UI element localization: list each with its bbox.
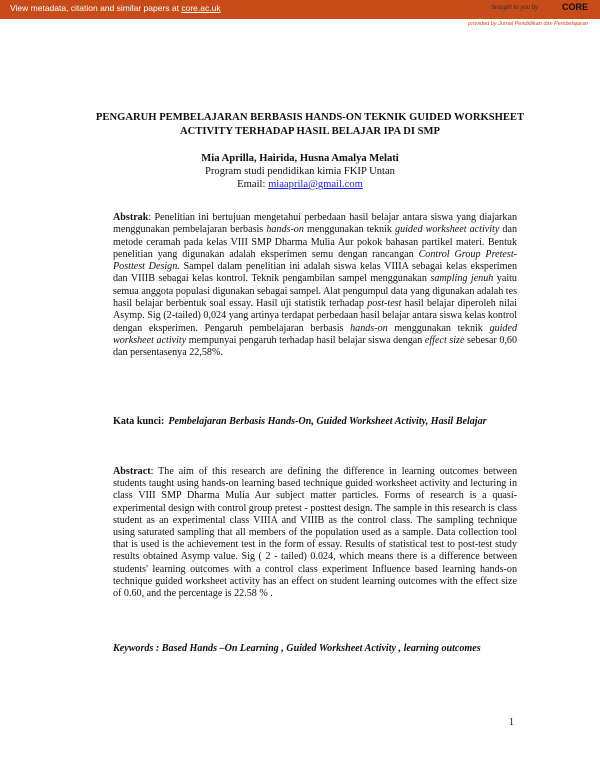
core-logo-icon [552,2,562,11]
core-logo[interactable] [552,2,588,12]
abstrak-text: mempunyai pengaruh terhadap hasil belajar siswa dengan [186,334,425,346]
author-email [0,178,600,191]
abstrak-text: sebesar 0,60 dan persentasenya 22,58%. [113,334,517,359]
abstrak-label: Abstrak [113,212,149,223]
core-site-link[interactable]: core.ac.uk [181,3,221,13]
abstrak-text: yaitu semua anggota populasi digunakan sebagai sampel. Alat pengumpul data yang digunakan adalah tes hasil belajar berbentuk soal essay. Hasil uji statistik terhadap [113,273,517,310]
kata-kunci-label: Kata kunci: [113,416,165,427]
abstrak-text: : Penelitian ini bertujuan mengetahui perbedaan hasil belajar antara siswa yang diajarkan menggunakan pembelajaran berbasis [113,212,517,236]
view-metadata-link[interactable] [10,3,221,13]
kata-kunci-value: Pembelajaran Berbasis Hands-On, Guided Worksheet Activity, Hasil Belajar [168,416,487,427]
provided-by-text: provided by Jurnal Pendidikan dan Pembelajaran [468,21,588,27]
author-block [0,152,600,191]
banner-link-text: View metadata, citation and similar papers at [10,3,182,13]
abstrak-text: menggunakan teknik [303,224,396,236]
abstrak-text: dan metode ceramah pada kelas VIII SMP Dharma Mulia Aur pokok bahasan partikel materi. Bentuk penelitian yang digunakan adalah eksperimen semu dengan rancangan [113,224,517,260]
paper-title: PENGARUH PEMBELAJARAN BERBASIS HANDS-ON TEKNIK GUIDED WORKSHEET ACTIVITY TERHADAP HASIL BELAJAR IPA DI SMP [95,112,525,137]
page-number: 1 [509,717,514,728]
abstrak-text: hasil belajar diperoleh nilai Asymp. Sig (2-tailed) 0,024 yang artinya terdapat perbedaan hasil belajar antara siswa kelas kontrol dengan eksperimen. Pengaruh pembelajaran berbasis [113,298,517,334]
keywords [113,643,517,655]
abstrak-italic: hands-on [350,322,388,334]
kata-kunci [113,416,517,428]
abstrak-italic: hands-on [266,224,304,236]
abstract-paragraph [113,466,517,600]
abstrak-paragraph [113,212,517,360]
abstrak-italic: post-test [367,298,402,310]
core-logo-text: CORE [561,2,588,12]
keywords-label: Keywords [113,643,154,654]
email-link[interactable]: miaaprila@gmail.com [268,179,363,190]
abstrak-italic: Control Group Pretest-Posttest Design. [113,248,517,273]
author-affiliation: Program studi pendidikan kimia FKIP Untan [205,166,395,177]
abstrak-italic: guided worksheet activity [395,224,500,236]
abstract-text: : The aim of this research are defining the difference in learning outcomes between students taught using hands-on learning based technique guided worksheet activity and lecturing in class VIII SMP Dharma Mulia Aur subject matter particles. Forms of research is a quasi-experimental design with control group pretest - posttest design. The sample in this research is class student as an experimental class VIIIA and VIIIB as the control class. The sampling technique using saturated sampling that all members of the population used as a sample. Data collection tool that is used is the achievement test in the form of essay. Results of statistical test to post-test study results obtained Asymp value. Sig ( 2 - tailed) 0.024, which means there is a difference between students' learning outcomes with a control class experiment Influence based learning hands-on technique guided worksheet activity has an effect on student learning outcomes with the effect size of 0.60, and the percentage is 22.58 % . [113,466,517,600]
abstrak-italic: guided worksheet activity [113,322,518,346]
abstrak-text: menggunakan teknik [387,322,490,334]
abstrak-italic: effect size [424,334,465,346]
abstrak-italic: sampling jenuh [430,273,494,285]
brought-by-text: brought to you by [491,5,538,11]
author-names: Mia Aprilla, Hairida, Husna Amalya Melati [201,153,399,164]
email-label: Email: [237,179,269,190]
keywords-value: : Based Hands –On Learning , Guided Worksheet Activity , learning outcomes [153,643,481,654]
abstract-label: Abstract [113,466,151,477]
abstrak-text: Sampel dalam penelitian ini adalah siswa kelas VIIIA sebagai kelas eksperimen dan VIIIB sebagai kelas kontrol. Teknik pengambilan sampel menggunakan [113,261,517,285]
